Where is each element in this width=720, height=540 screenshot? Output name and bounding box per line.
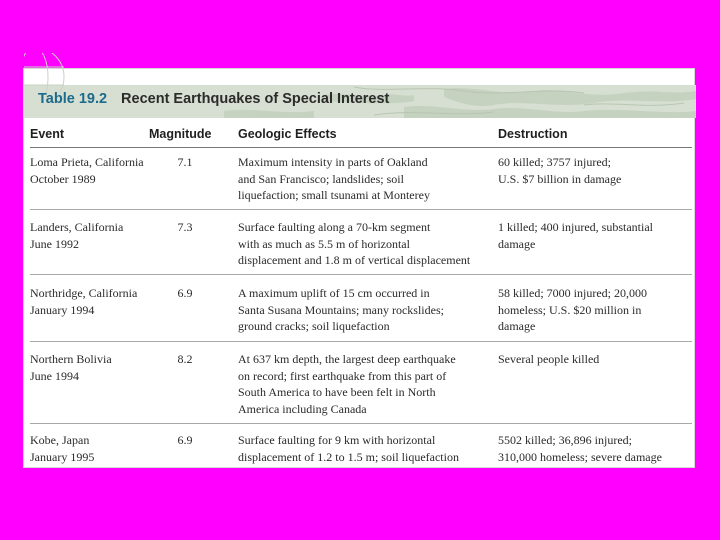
event-date: January 1995 <box>30 449 95 464</box>
event-date: June 1994 <box>30 368 79 383</box>
text-line: Surface faulting along a 70-km segment <box>238 220 431 234</box>
event-cell <box>30 351 155 384</box>
text-line: displacement of 1.2 to 1.5 m; soil liquefaction <box>238 449 459 464</box>
text-line: and San Francisco; landslides; soil <box>238 171 404 186</box>
event-date: June 1992 <box>30 236 79 251</box>
event-cell <box>30 154 155 187</box>
event-name: Landers, California <box>30 220 124 234</box>
table-number: Table 19.2 <box>38 91 108 107</box>
magnitude-cell: 6.9 <box>177 433 193 447</box>
text-line: Santa Susana Mountains; many rockslides; <box>238 302 444 317</box>
geologic-effects-cell <box>238 432 488 465</box>
text-line: U.S. $7 billion in damage <box>498 171 622 186</box>
magnitude-cell: 7.1 <box>177 155 193 169</box>
event-date: January 1994 <box>30 302 95 317</box>
row-divider <box>30 341 692 342</box>
text-line: displacement and 1.8 m of vertical displacement <box>238 253 471 267</box>
table-title <box>38 91 389 107</box>
text-line: South America to have been felt in North <box>238 385 436 399</box>
header-destruction: Destruction <box>498 127 568 141</box>
geologic-effects-cell <box>238 154 488 204</box>
text-line: damage <box>498 236 536 251</box>
text-line: Several people killed <box>498 352 600 366</box>
destruction-cell <box>498 351 688 368</box>
event-cell <box>30 432 155 465</box>
event-cell <box>30 285 155 318</box>
text-line: on record; first earthquake from this part of <box>238 368 447 383</box>
text-line: with as much as 5.5 m of horizontal <box>238 236 410 251</box>
text-line: damage <box>498 319 536 333</box>
geologic-effects-cell <box>238 219 488 269</box>
event-name: Northern Bolivia <box>30 352 112 366</box>
text-line: Surface faulting for 9 km with horizontal <box>238 433 436 447</box>
geologic-effects-cell <box>238 285 488 335</box>
text-line: 310,000 homeless; severe damage <box>498 449 662 464</box>
text-line: 1 killed; 400 injured, substantial <box>498 220 653 234</box>
row-divider <box>30 423 692 424</box>
text-line: Maximum intensity in parts of Oakland <box>238 155 428 169</box>
table-page <box>23 68 695 468</box>
row-divider <box>30 274 692 275</box>
magnitude-cell: 7.3 <box>177 220 193 234</box>
table-caption: Recent Earthquakes of Special Interest <box>121 91 390 107</box>
event-date: October 1989 <box>30 171 96 186</box>
row-divider <box>30 209 692 210</box>
text-line: At 637 km depth, the largest deep earthquake <box>238 352 456 366</box>
header-rule <box>30 147 692 148</box>
magnitude-cell: 6.9 <box>177 286 193 300</box>
text-line: homeless; U.S. $20 million in <box>498 302 642 317</box>
event-name: Loma Prieta, California <box>30 155 144 169</box>
destruction-cell <box>498 432 688 465</box>
destruction-cell <box>498 219 688 252</box>
text-line: 5502 killed; 36,896 injured; <box>498 433 632 447</box>
text-line: 60 killed; 3757 injured; <box>498 155 611 169</box>
geologic-effects-cell <box>238 351 488 417</box>
text-line: America including Canada <box>238 401 367 416</box>
event-name: Northridge, California <box>30 286 138 300</box>
text-line: ground cracks; soil liquefaction <box>238 319 390 333</box>
event-cell <box>30 219 155 252</box>
destruction-cell <box>498 285 688 335</box>
event-name: Kobe, Japan <box>30 433 90 447</box>
text-line: A maximum uplift of 15 cm occurred in <box>238 286 430 300</box>
header-magnitude: Magnitude <box>149 127 212 141</box>
magnitude-cell: 8.2 <box>177 352 193 366</box>
text-line: liquefaction; small tsunami at Monterey <box>238 188 430 202</box>
header-event: Event <box>30 127 65 141</box>
destruction-cell <box>498 154 688 187</box>
header-geologic-effects: Geologic Effects <box>238 127 337 141</box>
text-line: 58 killed; 7000 injured; 20,000 <box>498 286 647 300</box>
globe-icon <box>24 53 84 93</box>
